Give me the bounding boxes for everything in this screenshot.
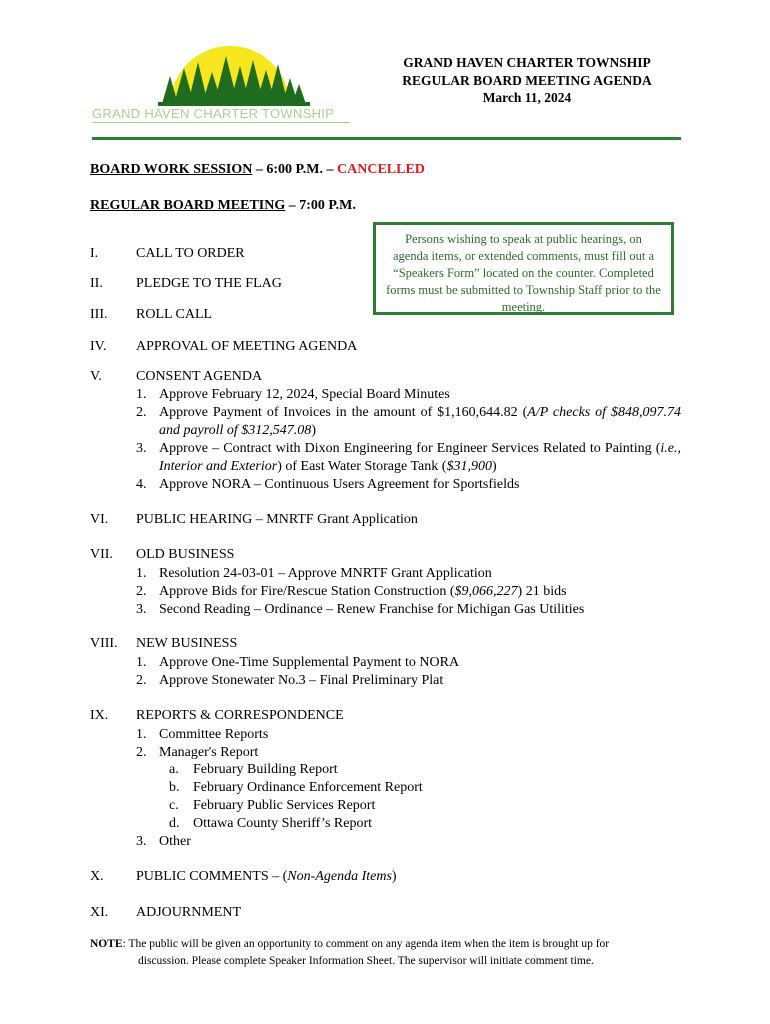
header-township: GRAND HAVEN CHARTER TOWNSHIP	[403, 55, 651, 70]
agenda-title: CONSENT AGENDA	[136, 369, 263, 384]
agenda-subsubitem	[169, 780, 423, 796]
agenda-number: III.	[90, 307, 108, 322]
subsubitem-letter: d.	[169, 816, 180, 831]
agenda-title	[136, 869, 397, 885]
logo-wordmark: GRAND HAVEN CHARTER TOWNSHIP	[92, 106, 335, 121]
work-session-status: CANCELLED	[337, 162, 425, 177]
subitem-text	[159, 583, 681, 601]
agenda-subitem	[136, 583, 681, 601]
agenda-subitem	[136, 744, 681, 762]
agenda-number: VII.	[90, 547, 113, 562]
agenda-title: APPROVAL OF MEETING AGENDA	[136, 339, 358, 354]
agenda-number: VIII.	[90, 636, 118, 651]
speakers-notice-box	[373, 222, 674, 315]
header-date: March 11, 2024	[482, 90, 572, 105]
agenda-title-part: )	[391, 869, 397, 884]
agenda-subitem	[136, 672, 681, 690]
subitem-text	[159, 440, 681, 475]
agenda-title-italic: Non-Agenda Items	[287, 869, 392, 884]
agenda-subitem	[136, 386, 681, 404]
subitem-text-italic: $31,900	[446, 458, 492, 474]
note-label: NOTE	[90, 938, 123, 950]
regular-meeting-line	[90, 198, 356, 214]
agenda-number: V.	[90, 369, 102, 384]
subitem-number: 1.	[136, 727, 147, 742]
agenda-title: ADJOURNMENT	[136, 905, 241, 920]
subitem-number: 1.	[136, 387, 147, 402]
subsubitem-text: February Building Report	[193, 762, 338, 777]
agenda-title: ROLL CALL	[136, 307, 213, 322]
footer-note	[90, 936, 684, 970]
work-session-label: BOARD WORK SESSION	[90, 162, 253, 177]
subitem-number: 2.	[136, 673, 147, 688]
subitem-number: 2.	[136, 745, 147, 760]
subitem-text-italic: A/P checks of $848,097.74 and payroll of $312,547.08	[159, 405, 681, 438]
regular-meeting-time: – 7:00 P.M.	[285, 198, 356, 213]
agenda-number: I.	[90, 246, 99, 261]
agenda-subitem	[136, 726, 681, 744]
agenda-number: IV.	[90, 339, 107, 354]
subitem-text-part: Approve Payment of Invoices in the amount of $1,160,644.82 (	[159, 405, 528, 420]
subitem-text-part: ) of East Water Storage Tank (	[277, 458, 447, 474]
subitem-number: 1.	[136, 655, 147, 670]
agenda-title: PUBLIC HEARING – MNRTF Grant Application	[136, 512, 418, 527]
subitem-number: 3.	[136, 602, 147, 617]
agenda-subitem	[136, 404, 681, 439]
logo-underline	[92, 122, 350, 123]
subitem-text-part: Approve – Contract with Dixon Engineering for Engineer Services Related to Painting (	[159, 441, 661, 456]
agenda-subsubitem	[169, 798, 375, 814]
subitem-text-italic: i.e., Interior and Exterior	[159, 441, 681, 474]
subitem-number: 3.	[136, 441, 147, 456]
agenda-number: X.	[90, 869, 104, 884]
agenda-number: XI.	[90, 905, 109, 920]
agenda-subitem	[136, 833, 681, 851]
subitem-text: Approve February 12, 2024, Special Board Minutes	[159, 387, 450, 402]
agenda-title: CALL TO ORDER	[136, 246, 245, 261]
agenda-title: OLD BUSINESS	[136, 547, 235, 562]
subitem-text: Other	[159, 834, 191, 849]
subitem-text-part: Approve Bids for Fire/Rescue Station Construction (	[159, 584, 455, 599]
subitem-text: Manager's Report	[159, 745, 259, 760]
subsubitem-letter: c.	[169, 798, 179, 813]
document-header	[380, 54, 674, 107]
subitem-number: 2.	[136, 584, 147, 599]
subitem-text: Resolution 24-03-01 – Approve MNRTF Grant Application	[159, 566, 492, 581]
subitem-text-part: )	[311, 422, 316, 438]
header-agenda-title: REGULAR BOARD MEETING AGENDA	[402, 72, 652, 88]
agenda-number: II.	[90, 276, 103, 291]
agenda-subitem	[136, 565, 681, 583]
subitem-text: Approve One-Time Supplemental Payment to NORA	[159, 655, 460, 670]
subitem-text-part: )	[491, 458, 497, 474]
work-session-line	[90, 162, 425, 178]
subitem-number: 3.	[136, 834, 147, 849]
note-line-1	[90, 936, 684, 953]
note-text-1: : The public will be given an opportunity to comment on any agenda item when the item is brought up for	[122, 938, 610, 950]
agenda-subsubitem	[169, 762, 338, 778]
subitem-text-part: ) 21 bids	[517, 584, 567, 599]
subsubitem-text: February Public Services Report	[193, 798, 376, 813]
subsubitem-letter: a.	[169, 762, 179, 777]
subitem-text: Approve Stonewater No.3 – Final Preliminary Plat	[159, 673, 444, 688]
subitem-number: 1.	[136, 566, 147, 581]
subitem-number: 4.	[136, 477, 147, 492]
subitem-text: Committee Reports	[159, 727, 269, 742]
subitem-text-italic: $9,066,227	[454, 584, 518, 599]
agenda-subitem	[136, 440, 681, 475]
speakers-notice-text: Persons wishing to speak at public hearings, on agenda items, or extended comments, must fill out a “Speakers Form” located on the counter. Completed forms must be submitted to Township Staff prior to the meeting.	[386, 232, 661, 314]
subitem-text: Second Reading – Ordinance – Renew Franchise for Michigan Gas Utilities	[159, 602, 585, 617]
work-session-time: – 6:00 P.M. –	[252, 162, 337, 177]
agenda-title-part: PUBLIC COMMENTS – (	[136, 869, 288, 884]
agenda-title: NEW BUSINESS	[136, 636, 238, 651]
note-text-2: discussion. Please complete Speaker Information Sheet. The supervisor will initiate comment time.	[138, 955, 594, 967]
agenda-subitem	[136, 654, 681, 672]
agenda-subitem	[136, 601, 681, 619]
subsubitem-letter: b.	[169, 780, 180, 795]
subsubitem-text: February Ordinance Enforcement Report	[193, 780, 423, 795]
agenda-number: IX.	[90, 708, 109, 723]
agenda-title: PLEDGE TO THE FLAG	[136, 276, 282, 291]
header-rule	[92, 137, 681, 140]
agenda-title: REPORTS & CORRESPONDENCE	[136, 708, 344, 723]
subitem-number: 2.	[136, 405, 147, 420]
subsubitem-text: Ottawa County Sheriff’s Report	[193, 816, 372, 831]
agenda-subitem	[136, 476, 681, 494]
agenda-number: VI.	[90, 512, 109, 527]
regular-meeting-label: REGULAR BOARD MEETING	[90, 198, 286, 213]
subitem-text	[159, 404, 681, 439]
agenda-subsubitem	[169, 816, 372, 832]
subitem-text: Approve NORA – Continuous Users Agreement for Sportsfields	[159, 477, 520, 492]
